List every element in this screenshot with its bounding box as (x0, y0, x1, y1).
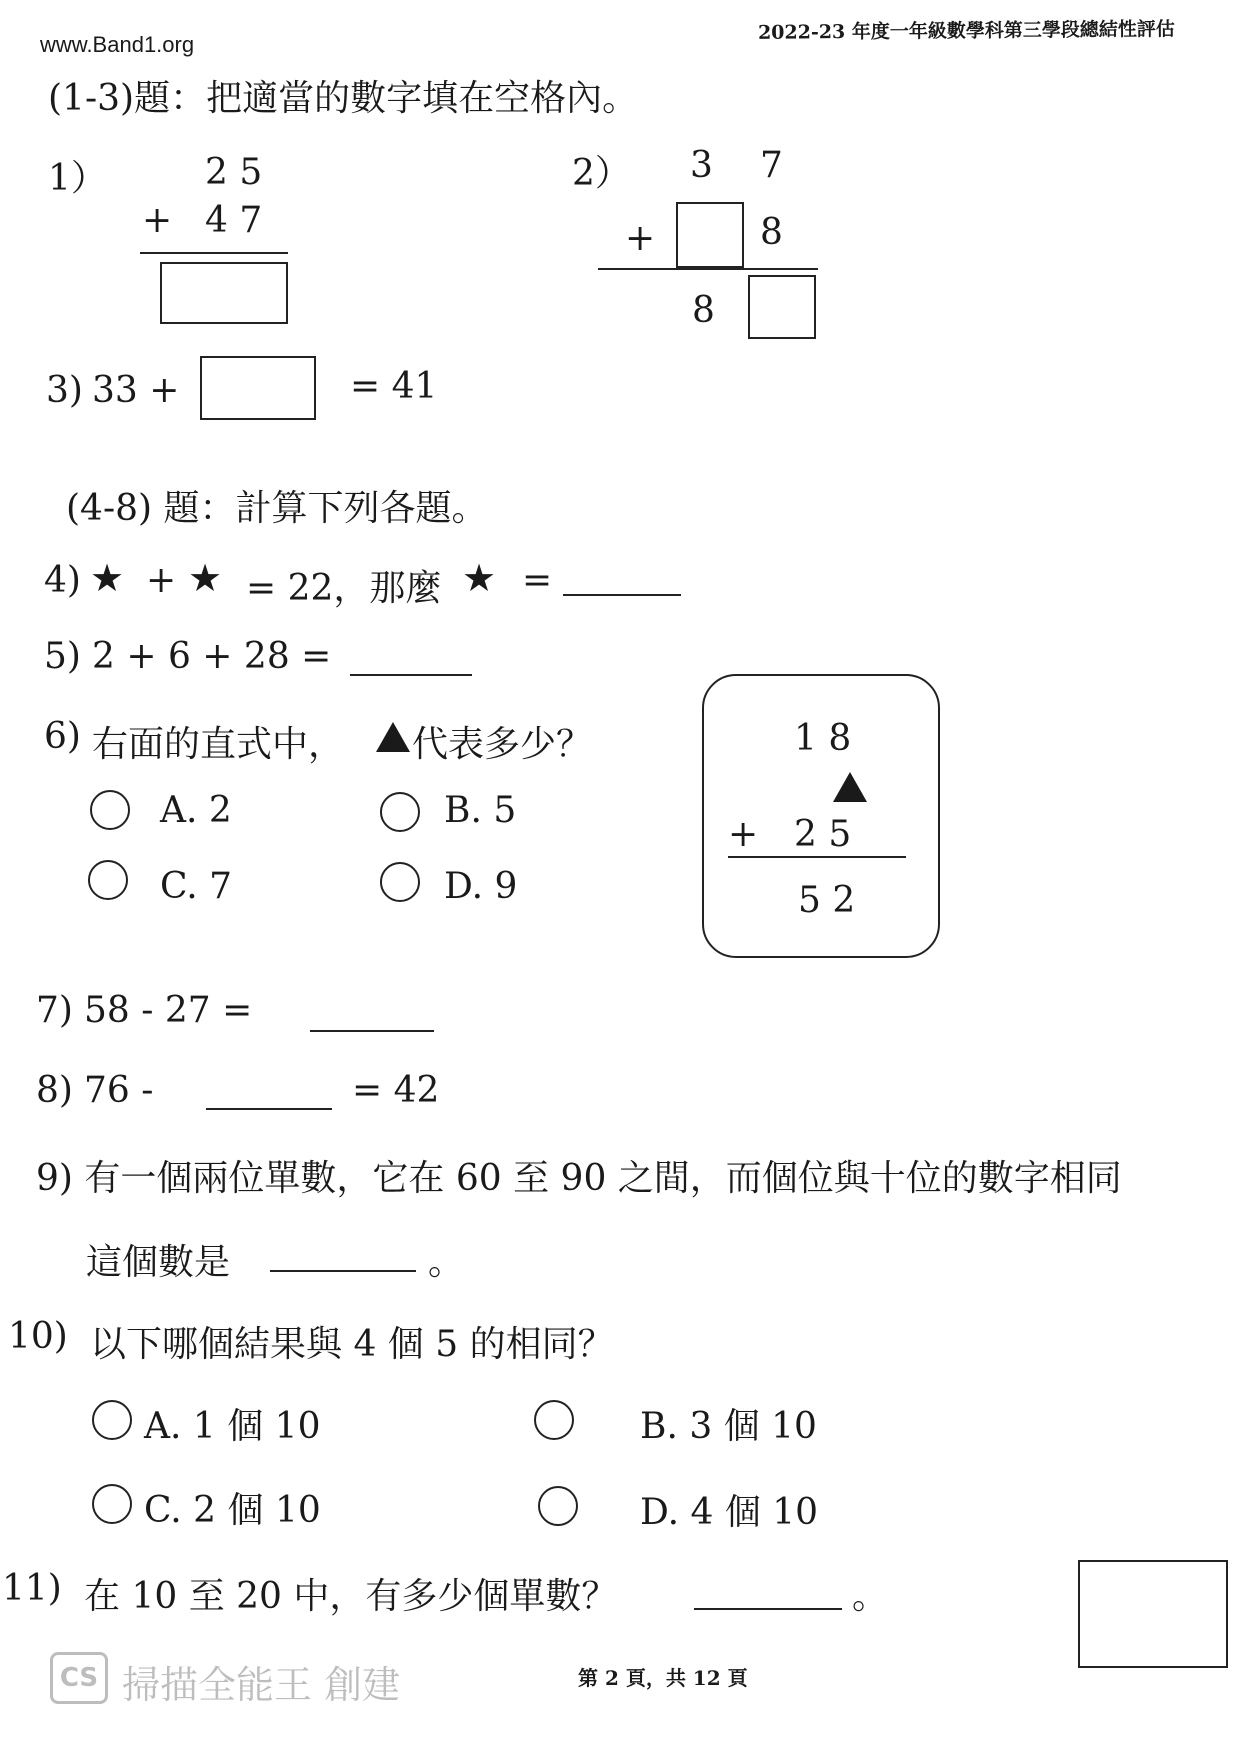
q11-number: 11) (2, 1568, 62, 1609)
q3-left-expression: 33 + (92, 370, 180, 411)
q10-option-c-label: C. 2 個 10 (144, 1490, 321, 1531)
q7-expression: 58 - 27 = (84, 990, 253, 1031)
q8-number: 8) (36, 1070, 73, 1111)
q6-option-b-radio[interactable] (380, 792, 420, 832)
q2-result-tens: 8 (692, 290, 715, 331)
q6-option-b-label: B. 5 (444, 790, 517, 831)
q3-number: 3) (46, 370, 83, 411)
star-icon: ★ (90, 556, 125, 600)
q6-option-c-radio[interactable] (88, 860, 128, 900)
q10-option-a-radio[interactable] (92, 1400, 132, 1440)
score-box[interactable] (1078, 1560, 1228, 1668)
q3-right-expression: = 41 (350, 366, 438, 407)
q1-number: 1） (48, 158, 107, 199)
page-number: 第 2 頁，共 12 頁 (578, 1666, 748, 1690)
exam-title: 2022-23 年度一年級數學科第三學段總結性評估 (757, 18, 1175, 44)
site-url: www.Band1.org (40, 32, 195, 57)
q5-number: 5) (44, 636, 81, 677)
q5-answer-blank[interactable] (350, 674, 472, 676)
q1-answer-box[interactable] (160, 262, 288, 324)
q10-question-text: 以下哪個結果與 4 個 5 的相同？ (90, 1324, 614, 1365)
q2-tens-answer-box[interactable] (676, 202, 744, 268)
star-icon: ★ (188, 556, 223, 600)
q6-option-d-radio[interactable] (380, 862, 420, 902)
q6-number: 6) (44, 716, 81, 757)
q2-ones-answer-box[interactable] (748, 275, 816, 339)
q2-sum-line (598, 268, 818, 270)
triangle-icon (833, 772, 867, 802)
q4-plus-sign: + (146, 560, 177, 601)
q10-option-d-radio[interactable] (538, 1486, 578, 1526)
q11-answer-blank[interactable] (694, 1608, 842, 1610)
q6-box-bottom-number: 2 5 (794, 814, 852, 855)
q1-plus-sign: + (142, 200, 173, 241)
q10-option-d-label: D. 4 個 10 (640, 1492, 819, 1533)
q2-bottom-ones: 8 (760, 212, 783, 253)
q10-option-b-radio[interactable] (534, 1400, 574, 1440)
q7-answer-blank[interactable] (310, 1030, 434, 1032)
star-icon: ★ (462, 556, 497, 600)
q6-box-top-number: 1 8 (794, 718, 852, 759)
q6-option-c-label: C. 7 (160, 866, 233, 907)
watermark-logo: CS (50, 1652, 108, 1704)
q4-answer-blank[interactable] (563, 594, 681, 596)
q8-left-expression: 76 - (84, 1070, 154, 1111)
q7-number: 7) (36, 990, 73, 1031)
q1-sum-line (140, 252, 288, 254)
q2-top-ones: 7 (760, 145, 783, 186)
q6-box-result: 5 2 (798, 880, 856, 921)
q6-question-text-2: 代表多少？ (412, 724, 593, 765)
q10-number: 10) (8, 1316, 68, 1357)
q10-option-c-radio[interactable] (92, 1484, 132, 1524)
q1-bottom-number: 4 7 (205, 200, 263, 241)
triangle-icon (376, 722, 410, 752)
section2-title: (4-8) 題：計算下列各題。 (66, 488, 488, 529)
q2-number: 2） (572, 153, 631, 194)
q9-answer-blank[interactable] (270, 1270, 416, 1272)
q11-period: 。 (852, 1576, 889, 1617)
q10-option-b-label: B. 3 個 10 (640, 1406, 817, 1447)
q4-equation-text: = 22，那麼 (246, 568, 442, 609)
q3-answer-box[interactable] (200, 356, 316, 420)
q9-question-line2: 這個數是 (86, 1242, 231, 1283)
q6-option-a-radio[interactable] (90, 790, 130, 830)
q4-number: 4) (44, 560, 81, 601)
q2-plus-sign: + (625, 218, 656, 259)
q4-equals-sign: = (522, 560, 553, 601)
section1-title: (1-3)題：把適當的數字填在空格內。 (48, 78, 639, 119)
watermark-text: 掃描全能王 創建 (122, 1663, 401, 1707)
q6-option-a-label: A. 2 (160, 790, 232, 831)
q2-top-tens: 3 (690, 145, 713, 186)
q10-option-a-label: A. 1 個 10 (144, 1406, 321, 1447)
q8-answer-blank[interactable] (206, 1108, 332, 1110)
q9-period: 。 (428, 1242, 465, 1283)
q6-box-plus-sign: + (728, 814, 759, 855)
q6-box-sum-line (728, 856, 906, 858)
q6-question-text: 右面的直式中， (92, 724, 345, 765)
q9-question-line1: 9) 有一個兩位單數，它在 60 至 90 之間，而個位與十位的數字相同 (36, 1158, 1122, 1199)
q11-question-text: 在 10 至 20 中，有多少個單數？ (84, 1576, 618, 1617)
q1-top-number: 2 5 (205, 152, 263, 193)
q6-option-d-label: D. 9 (444, 866, 518, 907)
q5-expression: 2 + 6 + 28 = (92, 636, 332, 677)
q8-right-expression: = 42 (352, 1070, 440, 1111)
